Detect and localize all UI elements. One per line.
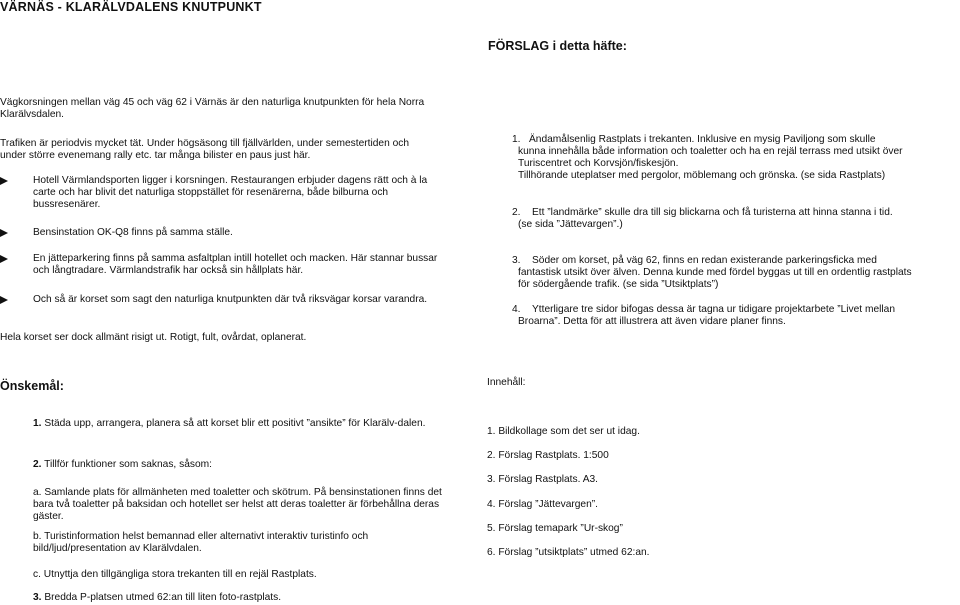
proposal-line: Söder om korset, på väg 62, finns en redan existerande parkeringsficka med bbox=[532, 255, 877, 266]
intro-paragraph-2: Trafiken är periodvis mycket tät. Under högsäsong till fjällvärlden, under semestertiden och under större evenemang rally etc. tar många bilister en paus just här. bbox=[0, 138, 410, 161]
contents-heading: Innehåll: bbox=[487, 377, 526, 388]
bullet-arrow-icon bbox=[0, 255, 8, 263]
proposal-line: Broarna”. Detta för att illustrera att även vidare planer finns. bbox=[518, 316, 786, 327]
wish-text: a. Samlande plats för allmänheten med toaletter och skötrum. På bensinstationen finns det bara två toaletter på baksidan och hotellet ser helst att deras toaletter är förbehållna deras gäster. bbox=[33, 487, 442, 522]
bullet-item: En jätteparkering finns på samma asfaltplan intill hotellet och macken. Här stannar bussar och långtradare. Värmlandstrafik har också sin hållplats här. bbox=[33, 253, 438, 276]
wish-text: Bredda P-platsen utmed 62:an till liten foto-rastplats. bbox=[44, 592, 282, 603]
wish-item bbox=[33, 487, 463, 523]
proposal-line: (se sida ”Jättevargen”.) bbox=[518, 219, 623, 230]
contents-item: 2. Förslag Rastplats. 1:500 bbox=[487, 450, 609, 461]
wish-number: 2. bbox=[33, 459, 42, 470]
proposals-heading: FÖRSLAG i detta häfte: bbox=[488, 39, 627, 53]
proposal-line: Ett ”landmärke” skulle dra till sig blickarna och få turisterna att hinna stanna i tid. bbox=[532, 207, 893, 218]
intro-paragraph-1: Vägkorsningen mellan väg 45 och väg 62 i Värnäs är den naturliga knutpunkten för hela Norra Klarälvsdalen. bbox=[0, 97, 425, 120]
proposal-line: kunna innehålla både information och toaletter och ha en rejäl terrass med utsikt över bbox=[518, 146, 903, 157]
proposal-line: Ytterligare tre sidor bifogas dessa är tagna ur tidigare projektarbete ”Livet mellan bbox=[532, 304, 895, 315]
proposal-line: för södergående trafik. (se sida ”Utsiktplats”) bbox=[518, 279, 719, 290]
contents-item: 1. Bildkollage som det ser ut idag. bbox=[487, 426, 640, 437]
wish-item bbox=[33, 569, 463, 581]
proposal-line: Turiscentret och Korvsjön/fiskesjön. bbox=[518, 158, 679, 169]
wish-number: 1. bbox=[33, 418, 42, 429]
bullet-item: Bensinstation OK-Q8 finns på samma ställe. bbox=[33, 227, 233, 238]
contents-item: 5. Förslag temapark ”Ur-skog” bbox=[487, 523, 623, 534]
wish-item bbox=[33, 459, 463, 471]
wish-text: Tillför funktioner som saknas, såsom: bbox=[44, 459, 212, 470]
bullet-arrow-icon bbox=[0, 296, 8, 304]
document-title: VÄRNÄS - KLARÄLVDALENS KNUTPUNKT bbox=[0, 0, 262, 14]
proposal-number: 1. bbox=[512, 134, 521, 145]
bullet-list bbox=[0, 175, 470, 325]
bullet-arrow-icon bbox=[0, 229, 8, 237]
bullet-item: Och så är korset som sagt den naturliga knutpunkten där två riksvägar korsar varandra. bbox=[33, 294, 428, 305]
proposal-line: Ändamålsenlig Rastplats i trekanten. Inklusive en mysig Paviljong som skulle bbox=[529, 134, 876, 145]
bullet-item: Hotell Värmlandsporten ligger i korsningen. Restaurangen erbjuder dagens rätt och à la carte och har blivit det naturliga stoppstället för resenärerna, både bilburna och bussresenärer. bbox=[33, 175, 428, 210]
wish-item bbox=[33, 418, 463, 430]
proposal-line: fantastisk utsikt över älven. Denna kunde med fördel byggas ut till en ordentlig rastplats bbox=[518, 267, 912, 278]
bullet-arrow-icon bbox=[0, 177, 8, 185]
wish-number: 3. bbox=[33, 592, 42, 603]
summary-text: Hela korset ser dock allmänt risigt ut. Rotigt, fult, ovårdat, oplanerat. bbox=[0, 332, 307, 343]
wish-item bbox=[33, 592, 463, 604]
proposal-number: 4. bbox=[512, 304, 521, 315]
wish-text: b. Turistinformation helst bemannad eller alternativt interaktiv turistinfo och bild/ljud/presentation av Klarälvdalen. bbox=[33, 531, 369, 554]
proposal-number: 2. bbox=[512, 207, 521, 218]
contents-item: 4. Förslag ”Jättevargen”. bbox=[487, 499, 598, 510]
contents-item: 6. Förslag ”utsiktplats” utmed 62:an. bbox=[487, 547, 650, 558]
wish-text: Städa upp, arrangera, planera så att korset blir ett positivt ”ansikte” för Klarälv-dalen. bbox=[44, 418, 426, 429]
wish-item bbox=[33, 531, 433, 555]
wishes-heading: Önskemål: bbox=[0, 379, 64, 393]
proposal-line: Tillhörande uteplatser med pergolor, möblemang och grönska. (se sida Rastplats) bbox=[518, 170, 886, 181]
wish-text: c. Utnyttja den tillgängliga stora trekanten till en rejäl Rastplats. bbox=[33, 569, 317, 580]
proposal-number: 3. bbox=[512, 255, 521, 266]
contents-item: 3. Förslag Rastplats. A3. bbox=[487, 474, 598, 485]
